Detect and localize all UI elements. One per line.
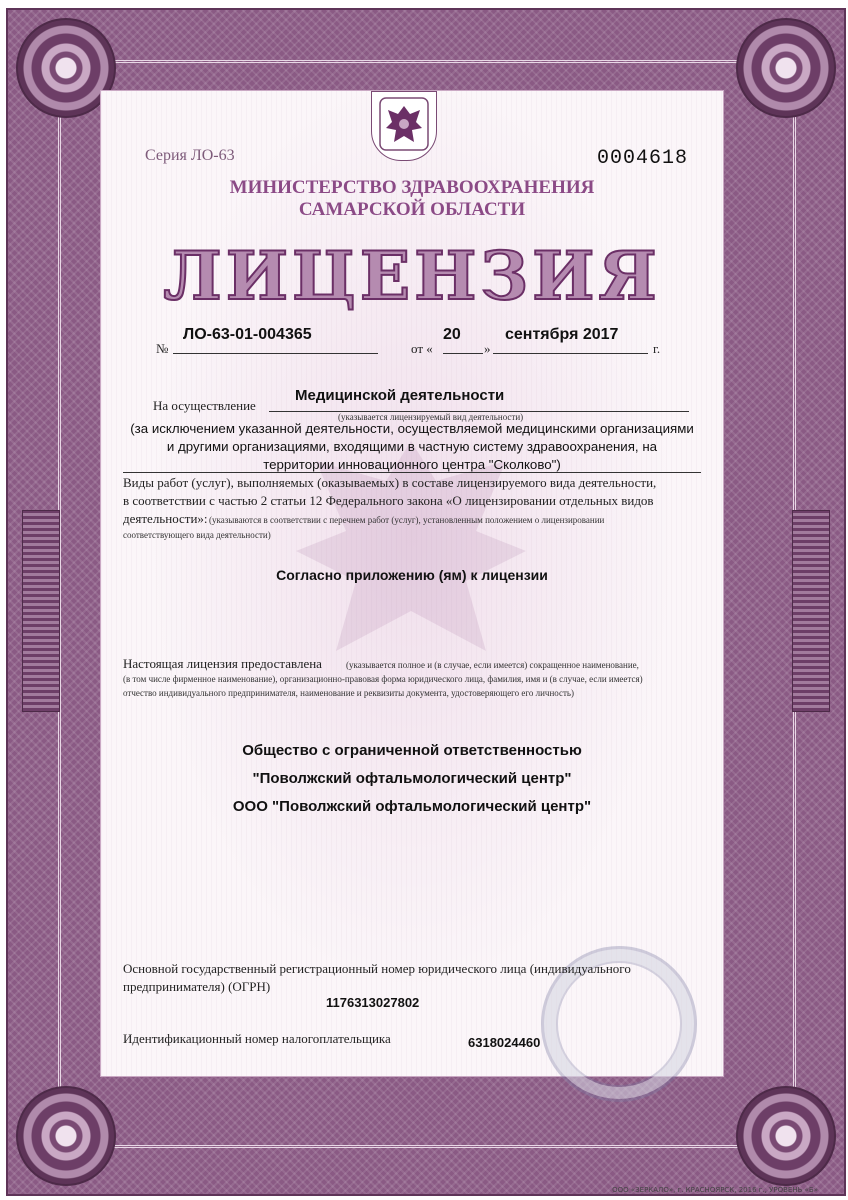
date-quote-close: »	[484, 341, 491, 356]
ogrn-value: 1176313027802	[326, 995, 420, 1010]
activity-exclusion-line3: территории инновационного центра "Сколково")	[263, 457, 561, 472]
activity-value: Медицинской деятельности	[295, 387, 505, 404]
corner-rosette-bottom-left	[16, 1086, 116, 1186]
series-label: Серия ЛО-63	[145, 147, 235, 164]
grantee-label: Настоящая лицензия предоставлена	[123, 656, 322, 671]
activity-exclusion-underline	[123, 472, 701, 473]
month-year-underline	[493, 353, 648, 354]
inn-value: 6318024460	[468, 1035, 541, 1050]
grantee-hint-line2: (в том числе фирменное наименование), организационно-правовая форма юридического лица, фамилия, имя и (в случае, если имеется)	[123, 674, 643, 684]
number-label: №	[156, 341, 169, 356]
activity-exclusion-line1: (за исключением указанной деятельности, осуществляемой медицинскими организациями	[130, 421, 694, 436]
grantee-name-line1: Общество с ограниченной ответственностью	[242, 742, 582, 759]
works-line3-hint: (указываются в соответствии с перечнем работ (услуг), установленным положением о лицензировании	[209, 515, 605, 525]
corner-rosette-bottom-right	[736, 1086, 836, 1186]
activity-exclusion-line2: и другими организациями, входящими в частную систему здравоохранения, на	[166, 439, 658, 454]
serial-number: 0004618	[597, 147, 689, 170]
works-value: Согласно приложению (ям) к лицензии	[276, 567, 548, 583]
ministry-name-line2: САМАРСКОЙ ОБЛАСТИ	[298, 199, 526, 220]
works-line3-label: деятельности»:	[123, 511, 208, 526]
year-suffix: г.	[653, 341, 661, 356]
ogrn-label-line1: Основной государственный регистрационный номер юридического лица (индивидуального	[123, 961, 631, 976]
license-document	[100, 90, 724, 1077]
grantee-name-line3: ООО "Поволжский офтальмологический центр"	[232, 798, 592, 815]
activity-label: На осуществление	[153, 398, 256, 413]
works-line1: Виды работ (услуг), выполняемых (оказываемых) в составе лицензируемого вида деятельности,	[123, 475, 657, 490]
number-underline	[173, 353, 378, 354]
date-from-label: от «	[411, 341, 433, 356]
works-line2: в соответствии с частью 2 статьи 12 Федерального закона «О лицензировании отдельных видов	[123, 493, 654, 508]
corner-rosette-top-right	[736, 18, 836, 118]
side-ornament-left	[22, 510, 60, 712]
ministry-name-line1: МИНИСТЕРСТВО ЗДРАВООХРАНЕНИЯ	[229, 177, 595, 198]
document-title: ЛИЦЕНЗИЯ	[163, 237, 661, 315]
grantee-name-line2: "Поволжский офтальмологический центр"	[252, 770, 572, 787]
activity-hint: (указывается лицензируемый вид деятельности)	[338, 412, 524, 422]
side-ornament-right	[792, 510, 830, 712]
grantee-hint-line3: отчество индивидуального предпринимателя, наименование и реквизиты документа, удостоверяющего его личность)	[123, 688, 575, 698]
coat-of-arms-icon	[371, 91, 437, 161]
day-underline	[443, 353, 483, 354]
grantee-hint-line1: (указывается полное и (в случае, если имеется) сокращенное наименование,	[346, 660, 639, 670]
inn-label: Идентификационный номер налогоплательщика	[123, 1031, 391, 1046]
ogrn-label-line2: предпринимателя) (ОГРН)	[123, 979, 271, 994]
license-number: ЛО-63-01-004365	[183, 326, 312, 343]
works-line4-hint: соответствующего вида деятельности)	[123, 530, 271, 540]
license-day: 20	[443, 326, 461, 343]
license-month-year: сентября 2017	[505, 326, 619, 343]
printer-imprint: ООО «ЗЕРКАЛО», г. КРАСНОЯРСК, 2016 г., УРОВЕНЬ «Б»	[612, 1186, 818, 1194]
